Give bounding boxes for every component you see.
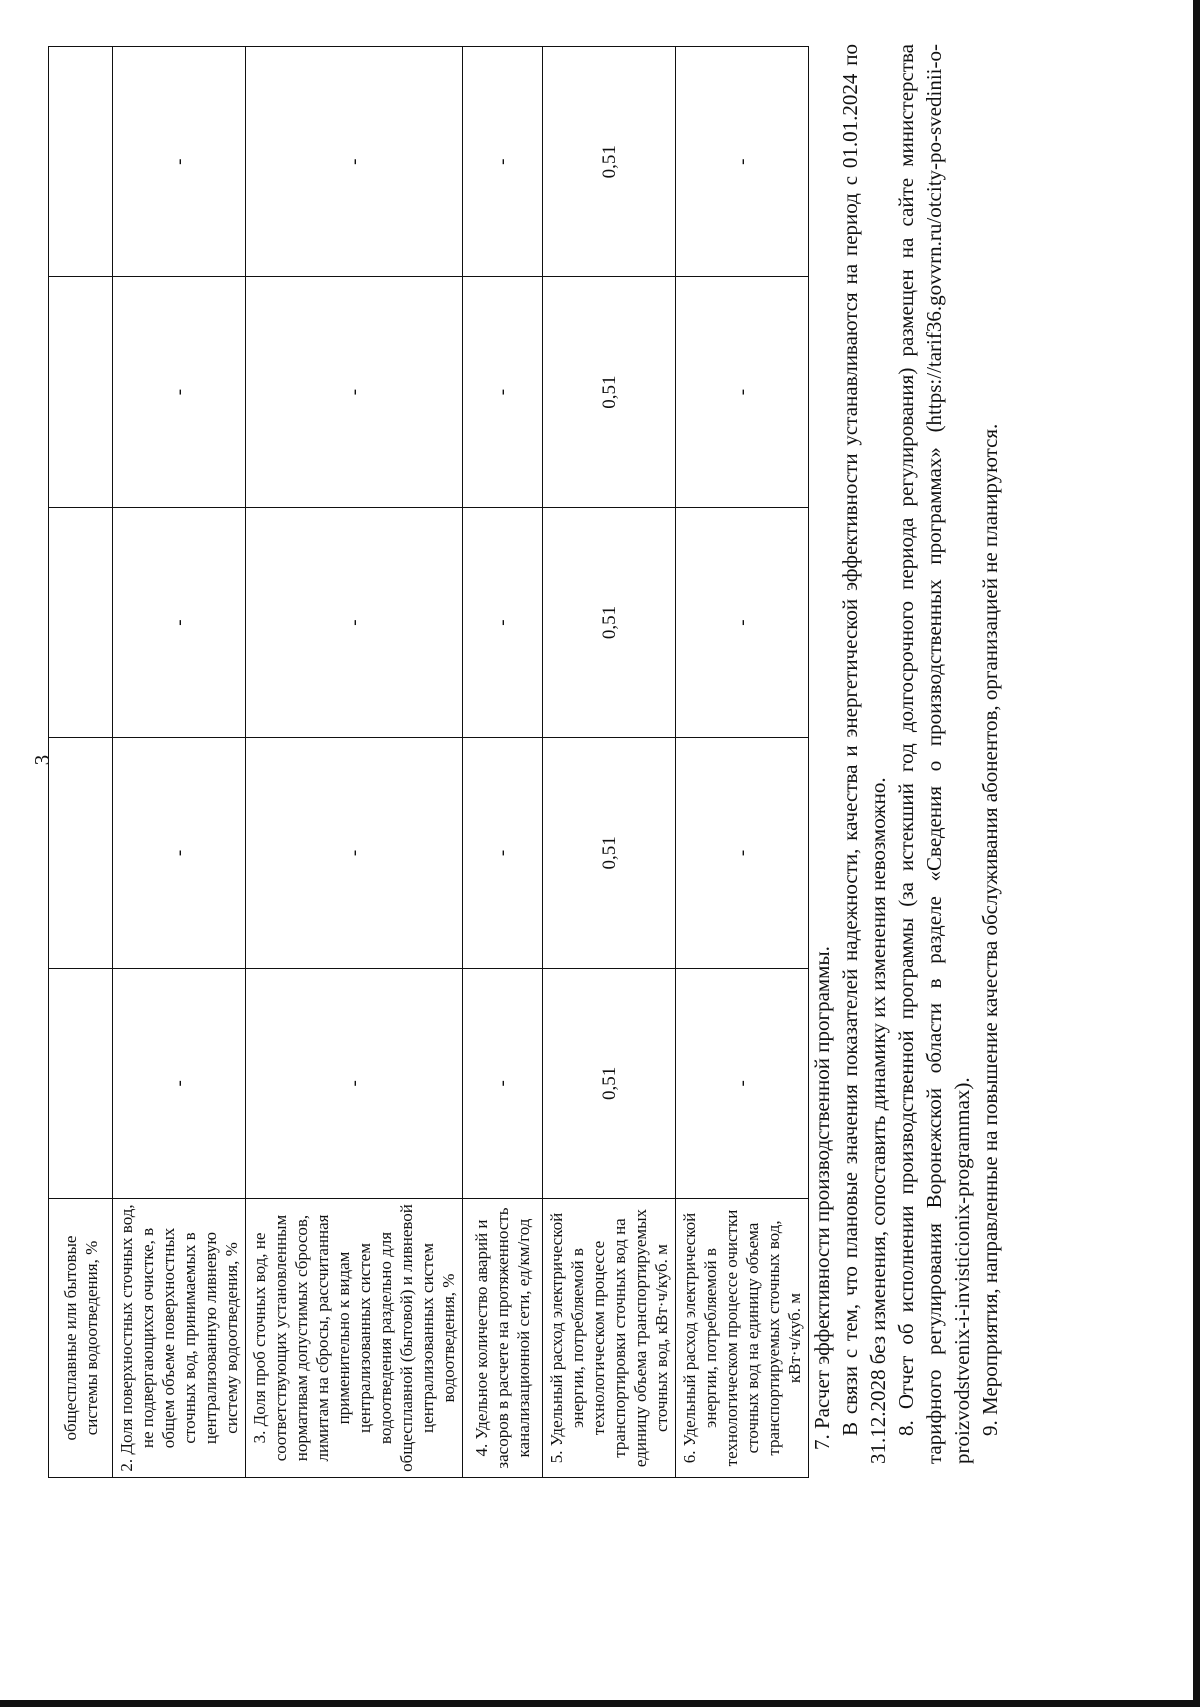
- value-cell: [49, 738, 113, 968]
- value-cell: -: [246, 47, 463, 277]
- row-name: общесплавные или бытовые системы водоотведения, %: [49, 1199, 113, 1478]
- value-cell: 0,51: [543, 738, 676, 968]
- value-cell: -: [113, 507, 246, 737]
- value-cell: 0,51: [543, 507, 676, 737]
- value-cell: -: [676, 968, 809, 1198]
- table-row: [113, 47, 246, 1478]
- value-cell: 0,51: [543, 968, 676, 1198]
- indicators-table: [48, 46, 809, 1478]
- table-row: [543, 47, 676, 1478]
- value-cell: -: [676, 47, 809, 277]
- value-cell: -: [246, 738, 463, 968]
- section-8-text: 8. Отчет об исполнении производственной программы (за истекший год долгосрочного периода регулирования) размещен на сайте министерства тарифного регулирования Воронежской области в разделе «Сведения о производственных программах» (https://tarif36.govvrn.ru/otcity-po-svedinii-o-proizvodstvenix-i-invisticionix-programmax).: [894, 44, 974, 1464]
- row-name: 4. Удельное количество аварий и засоров в расчете на протяженность канализационной сети, ед/км/год: [463, 1199, 543, 1478]
- value-cell: -: [113, 277, 246, 507]
- value-cell: -: [113, 47, 246, 277]
- value-cell: [49, 968, 113, 1198]
- section-9-text: 9. Мероприятия, направленные на повышение качества обслуживания абонентов, организацией не планируются.: [978, 423, 1002, 1436]
- value-cell: -: [463, 47, 543, 277]
- table-row: [463, 47, 543, 1478]
- value-cell: -: [246, 968, 463, 1198]
- section-7-text: В связи с тем, что плановые значения показателей надежности, качества и энергетической эффективности устанавливаются на период с 01.01.2024 по 31.12.2028 без изменения, сопоставить динамику их изменения невозможно.: [838, 44, 890, 1464]
- value-cell: -: [676, 507, 809, 737]
- value-cell: 0,51: [543, 277, 676, 507]
- table-row: [246, 47, 463, 1478]
- row-name: 6. Удельный расход электрической энергии, потребляемой в технологическом процессе очистки сточных вод на единицу объема транспортируемых сточных вод, кВт·ч/куб. м: [676, 1199, 809, 1478]
- value-cell: -: [463, 507, 543, 737]
- value-cell: -: [113, 968, 246, 1198]
- value-cell: -: [676, 277, 809, 507]
- table-row: [49, 47, 113, 1478]
- value-cell: [49, 47, 113, 277]
- row-name: 3. Доля проб сточных вод, не соответствующих установленным нормативам допустимых сбросов, лимитам на сбросы, рассчитанная применительно к видам централизованных систем водоотведения раздельно для общесплавной (бытовой) и ливневой централизованных систем водоотведения, %: [246, 1199, 463, 1478]
- value-cell: -: [676, 738, 809, 968]
- value-cell: -: [463, 738, 543, 968]
- value-cell: -: [246, 277, 463, 507]
- row-name: 2. Доля поверхностных сточных вод, не подвергающихся очистке, в общем объеме поверхностных сточных вод, принимаемых в централизованную ливневую систему водоотведения, %: [113, 1199, 246, 1478]
- row-name: 5. Удельный расход электрической энергии, потребляемой в технологическом процессе транспортировки сточных вод на единицу объема транспортируемых сточных вод, кВт·ч/куб. м: [543, 1199, 676, 1478]
- value-cell: 0,51: [543, 47, 676, 277]
- section-7-heading: 7. Расчет эффективности производственной программы.: [810, 946, 834, 1450]
- value-cell: -: [246, 507, 463, 737]
- table-row: [676, 47, 809, 1478]
- value-cell: -: [113, 738, 246, 968]
- value-cell: [49, 277, 113, 507]
- page-number: 3: [30, 754, 54, 766]
- value-cell: -: [463, 968, 543, 1198]
- value-cell: [49, 507, 113, 737]
- body-text: [808, 44, 1004, 1464]
- value-cell: -: [463, 277, 543, 507]
